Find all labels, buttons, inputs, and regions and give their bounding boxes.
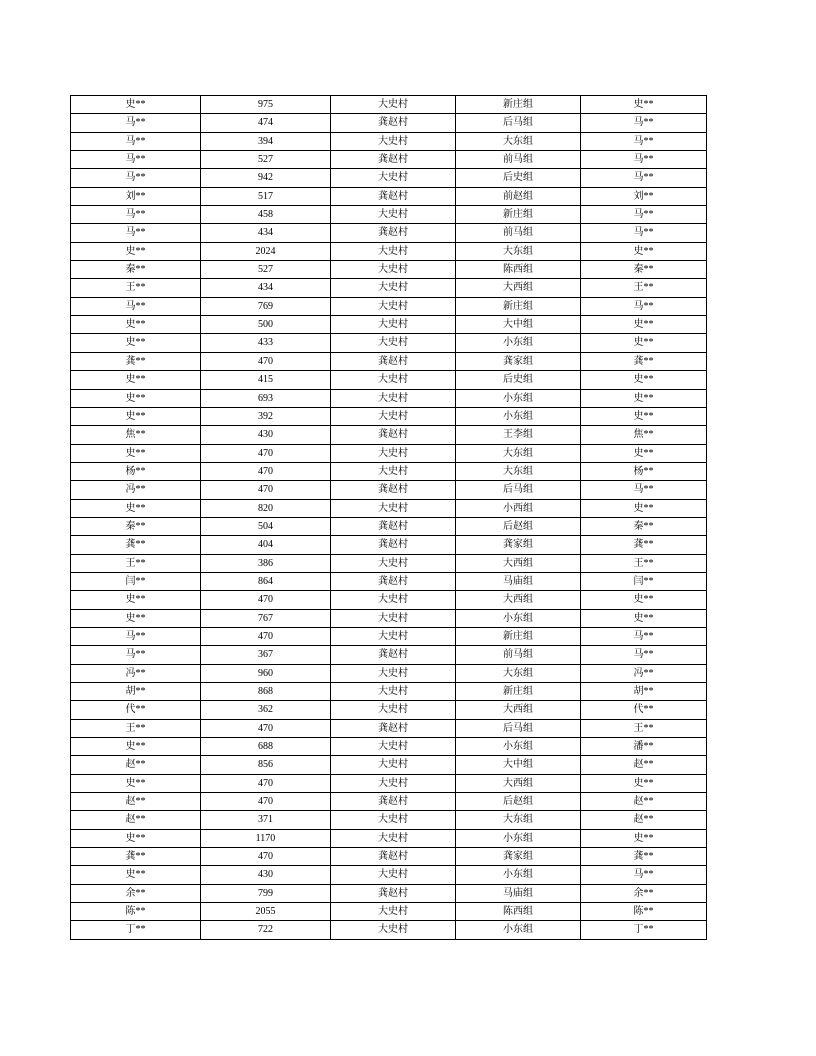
- table-cell: 大史村: [331, 756, 456, 774]
- table-cell: 前马组: [456, 151, 581, 169]
- table-cell: 王**: [71, 279, 201, 297]
- table-cell: 龚赵村: [331, 848, 456, 866]
- table-row: [71, 517, 707, 535]
- table-cell: 史**: [581, 316, 707, 334]
- table-cell: 马**: [581, 206, 707, 224]
- table-cell: 史**: [71, 371, 201, 389]
- table-cell: 马**: [71, 297, 201, 315]
- table-cell: 大史村: [331, 389, 456, 407]
- table-cell: 史**: [71, 609, 201, 627]
- table-row: [71, 279, 707, 297]
- table-cell: 大东组: [456, 811, 581, 829]
- table-cell: 史**: [581, 389, 707, 407]
- table-cell: 新庄组: [456, 297, 581, 315]
- table-cell: 龚**: [71, 536, 201, 554]
- table-cell: 冯**: [71, 664, 201, 682]
- table-row: [71, 609, 707, 627]
- table-cell: 后马组: [456, 719, 581, 737]
- table-cell: 大史村: [331, 444, 456, 462]
- table-cell: 942: [201, 169, 331, 187]
- table-cell: 史**: [71, 774, 201, 792]
- table-cell: 大史村: [331, 371, 456, 389]
- table-cell: 刘**: [581, 187, 707, 205]
- table-cell: 960: [201, 664, 331, 682]
- table-cell: 龚赵村: [331, 536, 456, 554]
- table-row: [71, 242, 707, 260]
- table-cell: 新庄组: [456, 683, 581, 701]
- table-cell: 大史村: [331, 664, 456, 682]
- table-cell: 史**: [71, 96, 201, 114]
- table-cell: 504: [201, 517, 331, 535]
- table-cell: 大史村: [331, 169, 456, 187]
- table-row: [71, 884, 707, 902]
- table-cell: 秦**: [71, 261, 201, 279]
- table-cell: 龚赵村: [331, 352, 456, 370]
- table-cell: 闫**: [71, 572, 201, 590]
- table-cell: 362: [201, 701, 331, 719]
- table-cell: 470: [201, 591, 331, 609]
- table-cell: 马**: [71, 206, 201, 224]
- table-cell: 焦**: [71, 426, 201, 444]
- table-cell: 胡**: [71, 683, 201, 701]
- table-cell: 367: [201, 646, 331, 664]
- table-cell: 史**: [71, 829, 201, 847]
- table-cell: 史**: [71, 407, 201, 425]
- table-cell: 722: [201, 921, 331, 939]
- table-cell: 史**: [581, 609, 707, 627]
- table-cell: 371: [201, 811, 331, 829]
- table-cell: 大东组: [456, 242, 581, 260]
- table-cell: 大史村: [331, 206, 456, 224]
- table-cell: 大史村: [331, 627, 456, 645]
- table-row: [71, 187, 707, 205]
- table-row: [71, 426, 707, 444]
- table-cell: 500: [201, 316, 331, 334]
- table-cell: 杨**: [71, 462, 201, 480]
- table-cell: 史**: [71, 316, 201, 334]
- table-cell: 龚赵村: [331, 719, 456, 737]
- table-cell: 刘**: [71, 187, 201, 205]
- table-cell: 大史村: [331, 462, 456, 480]
- table-row: [71, 701, 707, 719]
- table-cell: 马**: [71, 646, 201, 664]
- table-cell: 769: [201, 297, 331, 315]
- table-cell: 赵**: [581, 793, 707, 811]
- table-cell: 大东组: [456, 444, 581, 462]
- table-row: [71, 224, 707, 242]
- table-cell: 856: [201, 756, 331, 774]
- table-cell: 大史村: [331, 334, 456, 352]
- table-cell: 386: [201, 554, 331, 572]
- table-cell: 688: [201, 738, 331, 756]
- table-cell: 马**: [581, 627, 707, 645]
- table-cell: 大史村: [331, 738, 456, 756]
- table-cell: 史**: [581, 591, 707, 609]
- table-cell: 龚**: [71, 352, 201, 370]
- table-row: [71, 444, 707, 462]
- table-cell: 秦**: [71, 517, 201, 535]
- table-cell: 潘**: [581, 738, 707, 756]
- table-cell: 马**: [581, 151, 707, 169]
- table-row: [71, 169, 707, 187]
- table-cell: 大史村: [331, 499, 456, 517]
- table-cell: 后马组: [456, 114, 581, 132]
- table-cell: 马**: [581, 224, 707, 242]
- table-cell: 大史村: [331, 829, 456, 847]
- table-cell: 史**: [71, 866, 201, 884]
- table-cell: 龚赵村: [331, 114, 456, 132]
- table-row: [71, 554, 707, 572]
- table-cell: 史**: [71, 499, 201, 517]
- table-cell: 冯**: [71, 481, 201, 499]
- table-cell: 龚赵村: [331, 224, 456, 242]
- table-cell: 后史组: [456, 169, 581, 187]
- table-cell: 马**: [581, 646, 707, 664]
- table-cell: 代**: [581, 701, 707, 719]
- table-cell: 马**: [581, 866, 707, 884]
- table-cell: 马**: [71, 169, 201, 187]
- table-cell: 陈西组: [456, 261, 581, 279]
- table-row: [71, 903, 707, 921]
- table-cell: 大西组: [456, 701, 581, 719]
- table-cell: 小东组: [456, 921, 581, 939]
- table-row: [71, 499, 707, 517]
- table-cell: 大史村: [331, 96, 456, 114]
- table-cell: 大史村: [331, 866, 456, 884]
- table-cell: 大史村: [331, 242, 456, 260]
- table-cell: 马庙组: [456, 572, 581, 590]
- table-cell: 前马组: [456, 646, 581, 664]
- table-cell: 458: [201, 206, 331, 224]
- table-cell: 470: [201, 719, 331, 737]
- table-cell: 赵**: [581, 756, 707, 774]
- table-row: [71, 316, 707, 334]
- table-cell: 527: [201, 261, 331, 279]
- table-row: [71, 921, 707, 939]
- table-row: [71, 829, 707, 847]
- table-cell: 马**: [581, 297, 707, 315]
- table-cell: 大西组: [456, 279, 581, 297]
- table-cell: 后马组: [456, 481, 581, 499]
- table-row: [71, 297, 707, 315]
- table-cell: 474: [201, 114, 331, 132]
- table-cell: 史**: [71, 591, 201, 609]
- table-cell: 527: [201, 151, 331, 169]
- table-cell: 马**: [71, 151, 201, 169]
- table-row: [71, 371, 707, 389]
- table-cell: 2024: [201, 242, 331, 260]
- table-cell: 史**: [581, 774, 707, 792]
- table-cell: 新庄组: [456, 627, 581, 645]
- table-cell: 后赵组: [456, 793, 581, 811]
- table-cell: 975: [201, 96, 331, 114]
- table-cell: 陈**: [71, 903, 201, 921]
- table-cell: 434: [201, 279, 331, 297]
- table-row: [71, 683, 707, 701]
- table-cell: 470: [201, 462, 331, 480]
- table-cell: 龚赵村: [331, 481, 456, 499]
- table-cell: 404: [201, 536, 331, 554]
- table-cell: 前赵组: [456, 187, 581, 205]
- table-cell: 小东组: [456, 334, 581, 352]
- table-cell: 余**: [581, 884, 707, 902]
- table-row: [71, 407, 707, 425]
- table-cell: 秦**: [581, 261, 707, 279]
- table-row: [71, 462, 707, 480]
- table-cell: 小东组: [456, 389, 581, 407]
- table-row: [71, 261, 707, 279]
- table-cell: 434: [201, 224, 331, 242]
- table-cell: 王**: [71, 719, 201, 737]
- table-row: [71, 646, 707, 664]
- table-cell: 龚**: [581, 536, 707, 554]
- table-cell: 1170: [201, 829, 331, 847]
- table-cell: 大史村: [331, 554, 456, 572]
- table-cell: 大史村: [331, 903, 456, 921]
- table-cell: 大史村: [331, 609, 456, 627]
- table-cell: 小东组: [456, 829, 581, 847]
- table-cell: 大中组: [456, 756, 581, 774]
- table-cell: 余**: [71, 884, 201, 902]
- table-cell: 大史村: [331, 683, 456, 701]
- table-cell: 大东组: [456, 462, 581, 480]
- table-cell: 大中组: [456, 316, 581, 334]
- table-row: [71, 132, 707, 150]
- table-cell: 史**: [71, 738, 201, 756]
- table-cell: 赵**: [71, 793, 201, 811]
- table-cell: 王**: [581, 279, 707, 297]
- table-cell: 大史村: [331, 701, 456, 719]
- table-cell: 史**: [581, 96, 707, 114]
- table-cell: 470: [201, 627, 331, 645]
- table-cell: 赵**: [71, 811, 201, 829]
- table-cell: 392: [201, 407, 331, 425]
- table-cell: 693: [201, 389, 331, 407]
- table-cell: 大史村: [331, 774, 456, 792]
- table-cell: 赵**: [581, 811, 707, 829]
- table-cell: 闫**: [581, 572, 707, 590]
- table-cell: 马**: [581, 481, 707, 499]
- table-cell: 龚家组: [456, 352, 581, 370]
- table-cell: 陈**: [581, 903, 707, 921]
- table-cell: 冯**: [581, 664, 707, 682]
- table-cell: 史**: [71, 444, 201, 462]
- table-cell: 丁**: [71, 921, 201, 939]
- table-cell: 868: [201, 683, 331, 701]
- table-cell: 470: [201, 774, 331, 792]
- table-cell: 龚**: [581, 848, 707, 866]
- table-row: [71, 114, 707, 132]
- table-cell: 史**: [581, 444, 707, 462]
- table-cell: 470: [201, 481, 331, 499]
- table-cell: 陈西组: [456, 903, 581, 921]
- table-cell: 秦**: [581, 517, 707, 535]
- table-cell: 394: [201, 132, 331, 150]
- table-row: [71, 206, 707, 224]
- table-cell: 史**: [581, 334, 707, 352]
- table-row: [71, 866, 707, 884]
- table-cell: 864: [201, 572, 331, 590]
- table-cell: 龚赵村: [331, 572, 456, 590]
- table-cell: 史**: [581, 242, 707, 260]
- table-cell: 后赵组: [456, 517, 581, 535]
- table-row: [71, 738, 707, 756]
- table-cell: 大史村: [331, 811, 456, 829]
- table-cell: 820: [201, 499, 331, 517]
- table-cell: 王**: [581, 554, 707, 572]
- table-cell: 大史村: [331, 407, 456, 425]
- table-cell: 433: [201, 334, 331, 352]
- table-cell: 马**: [71, 114, 201, 132]
- table-cell: 大史村: [331, 279, 456, 297]
- table-cell: 后史组: [456, 371, 581, 389]
- table-cell: 799: [201, 884, 331, 902]
- table-cell: 大西组: [456, 554, 581, 572]
- table-cell: 小东组: [456, 609, 581, 627]
- table-cell: 小东组: [456, 407, 581, 425]
- table-cell: 马**: [71, 132, 201, 150]
- table-cell: 代**: [71, 701, 201, 719]
- table-row: [71, 793, 707, 811]
- table-cell: 龚**: [581, 352, 707, 370]
- table-cell: 史**: [581, 371, 707, 389]
- table-cell: 新庄组: [456, 96, 581, 114]
- table-cell: 王**: [71, 554, 201, 572]
- table-cell: 大史村: [331, 316, 456, 334]
- table-row: [71, 572, 707, 590]
- table-cell: 龚赵村: [331, 793, 456, 811]
- table-cell: 大史村: [331, 132, 456, 150]
- table-cell: 大西组: [456, 774, 581, 792]
- table-cell: 龚赵村: [331, 884, 456, 902]
- table-row: [71, 664, 707, 682]
- table-cell: 大史村: [331, 261, 456, 279]
- table-cell: 龚家组: [456, 536, 581, 554]
- table-cell: 430: [201, 426, 331, 444]
- table-cell: 龚赵村: [331, 646, 456, 664]
- table-row: [71, 774, 707, 792]
- table-row: [71, 334, 707, 352]
- table-cell: 大西组: [456, 591, 581, 609]
- table-row: [71, 591, 707, 609]
- table-cell: 2055: [201, 903, 331, 921]
- table-cell: 史**: [581, 407, 707, 425]
- table-cell: 大东组: [456, 664, 581, 682]
- table-cell: 龚家组: [456, 848, 581, 866]
- table-cell: 龚赵村: [331, 426, 456, 444]
- table-cell: 马**: [581, 132, 707, 150]
- table-cell: 470: [201, 352, 331, 370]
- table-cell: 史**: [581, 499, 707, 517]
- table-row: [71, 811, 707, 829]
- table-cell: 430: [201, 866, 331, 884]
- table-row: [71, 719, 707, 737]
- table-row: [71, 481, 707, 499]
- table-cell: 小西组: [456, 499, 581, 517]
- table-cell: 小东组: [456, 738, 581, 756]
- table-row: [71, 151, 707, 169]
- table-row: [71, 96, 707, 114]
- table-cell: 史**: [71, 389, 201, 407]
- table-cell: 470: [201, 444, 331, 462]
- table-cell: 王李组: [456, 426, 581, 444]
- table-row: [71, 756, 707, 774]
- table-cell: 470: [201, 848, 331, 866]
- table-cell: 龚赵村: [331, 151, 456, 169]
- table-cell: 415: [201, 371, 331, 389]
- table-row: [71, 536, 707, 554]
- table-cell: 大东组: [456, 132, 581, 150]
- table-cell: 马**: [581, 169, 707, 187]
- table-row: [71, 627, 707, 645]
- table-row: [71, 389, 707, 407]
- table-cell: 马**: [71, 224, 201, 242]
- table-cell: 517: [201, 187, 331, 205]
- table-cell: 龚**: [71, 848, 201, 866]
- table-row: [71, 352, 707, 370]
- table-cell: 大史村: [331, 921, 456, 939]
- table-cell: 焦**: [581, 426, 707, 444]
- table-cell: 大史村: [331, 591, 456, 609]
- table-body: [71, 96, 707, 940]
- table-cell: 767: [201, 609, 331, 627]
- table-cell: 龚赵村: [331, 517, 456, 535]
- table-cell: 小东组: [456, 866, 581, 884]
- table-cell: 史**: [71, 242, 201, 260]
- table-cell: 丁**: [581, 921, 707, 939]
- table-cell: 马庙组: [456, 884, 581, 902]
- table-cell: 史**: [581, 829, 707, 847]
- table-row: [71, 848, 707, 866]
- table-cell: 赵**: [71, 756, 201, 774]
- table-cell: 470: [201, 793, 331, 811]
- table-cell: 史**: [71, 334, 201, 352]
- table-cell: 马**: [71, 627, 201, 645]
- table-cell: 龚赵村: [331, 187, 456, 205]
- table-cell: 杨**: [581, 462, 707, 480]
- table-cell: 新庄组: [456, 206, 581, 224]
- data-table: [70, 95, 707, 940]
- table-cell: 前马组: [456, 224, 581, 242]
- table-cell: 马**: [581, 114, 707, 132]
- table-cell: 王**: [581, 719, 707, 737]
- table-cell: 胡**: [581, 683, 707, 701]
- table-cell: 大史村: [331, 297, 456, 315]
